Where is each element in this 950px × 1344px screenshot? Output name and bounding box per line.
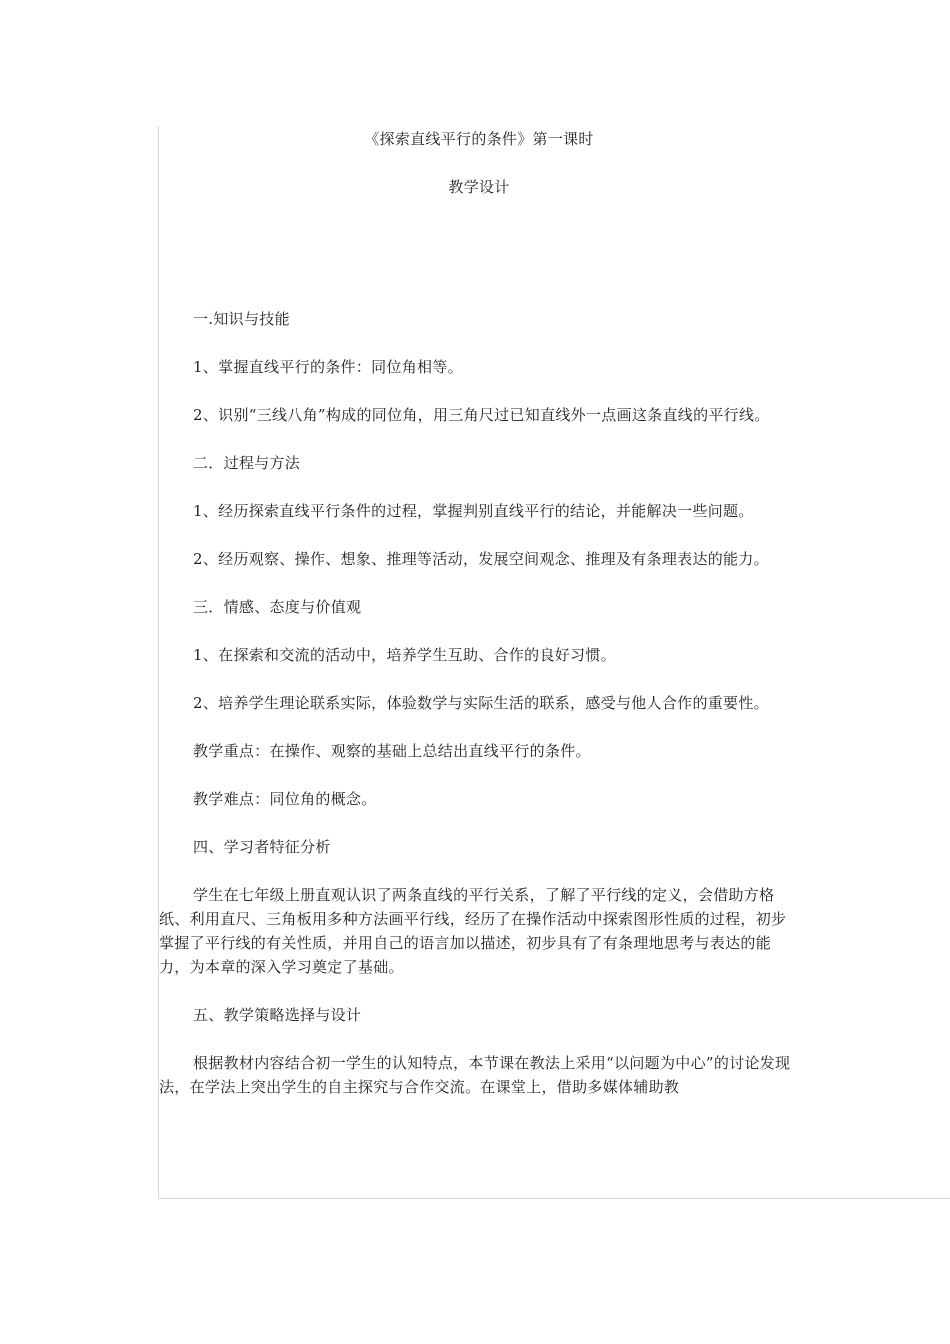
section-heading-learner-analysis: 四、学习者特征分析 [193, 838, 331, 856]
paragraph: 2、培养学生理论联系实际，体验数学与实际生活的联系，感受与他人合作的重要性。 [193, 694, 769, 712]
paragraph: 学生在七年级上册直观认识了两条直线的平行关系，了解了平行线的定义，会借助方格纸、利用直尺、三角板用多种方法画平行线，经历了在操作活动中探索图形性质的过程，初步掌握了平行线的有关性质，并用自己的语言加以描述，初步具有了有条理地思考与表达的能力，为本章的深入学习奠定了基础。 [159, 886, 787, 976]
section-heading-emotion-values: 三．情感、态度与价值观 [193, 598, 362, 616]
section-heading-teaching-strategy: 五、教学策略选择与设计 [193, 1006, 362, 1024]
section-heading-process-methods: 二．过程与方法 [193, 454, 301, 472]
teaching-difficulty: 教学难点：同位角的概念。 [193, 790, 377, 808]
section-heading-knowledge-skills: 一.知识与技能 [193, 310, 290, 328]
page-frame-bottom-border [158, 1198, 950, 1199]
paragraph: 1、在探索和交流的活动中，培养学生互助、合作的良好习惯。 [193, 646, 616, 664]
teaching-key-point: 教学重点：在操作、观察的基础上总结出直线平行的条件。 [193, 742, 591, 760]
paragraph: 1、经历探索直线平行条件的过程，掌握判别直线平行的结论，并能解决一些问题。 [193, 502, 754, 520]
title-spacer [159, 199, 799, 307]
paragraph: 1、掌握直线平行的条件：同位角相等。 [193, 358, 463, 376]
document-title: 《探索直线平行的条件》第一课时 [364, 130, 594, 148]
paragraph: 2、识别“三线八角”构成的同位角，用三角尺过已知直线外一点画这条直线的平行线。 [193, 406, 770, 424]
paragraph: 根据教材内容结合初一学生的认知特点，本节课在教法上采用“以问题为中心”的讨论发现法，在学法上突出学生的自主探究与合作交流。在课堂上，借助多媒体辅助教 [159, 1054, 791, 1096]
paragraph: 2、经历观察、操作、想象、推理等活动，发展空间观念、推理及有条理表达的能力。 [193, 550, 769, 568]
document-body [159, 127, 799, 1123]
document-subtitle: 教学设计 [448, 178, 510, 196]
